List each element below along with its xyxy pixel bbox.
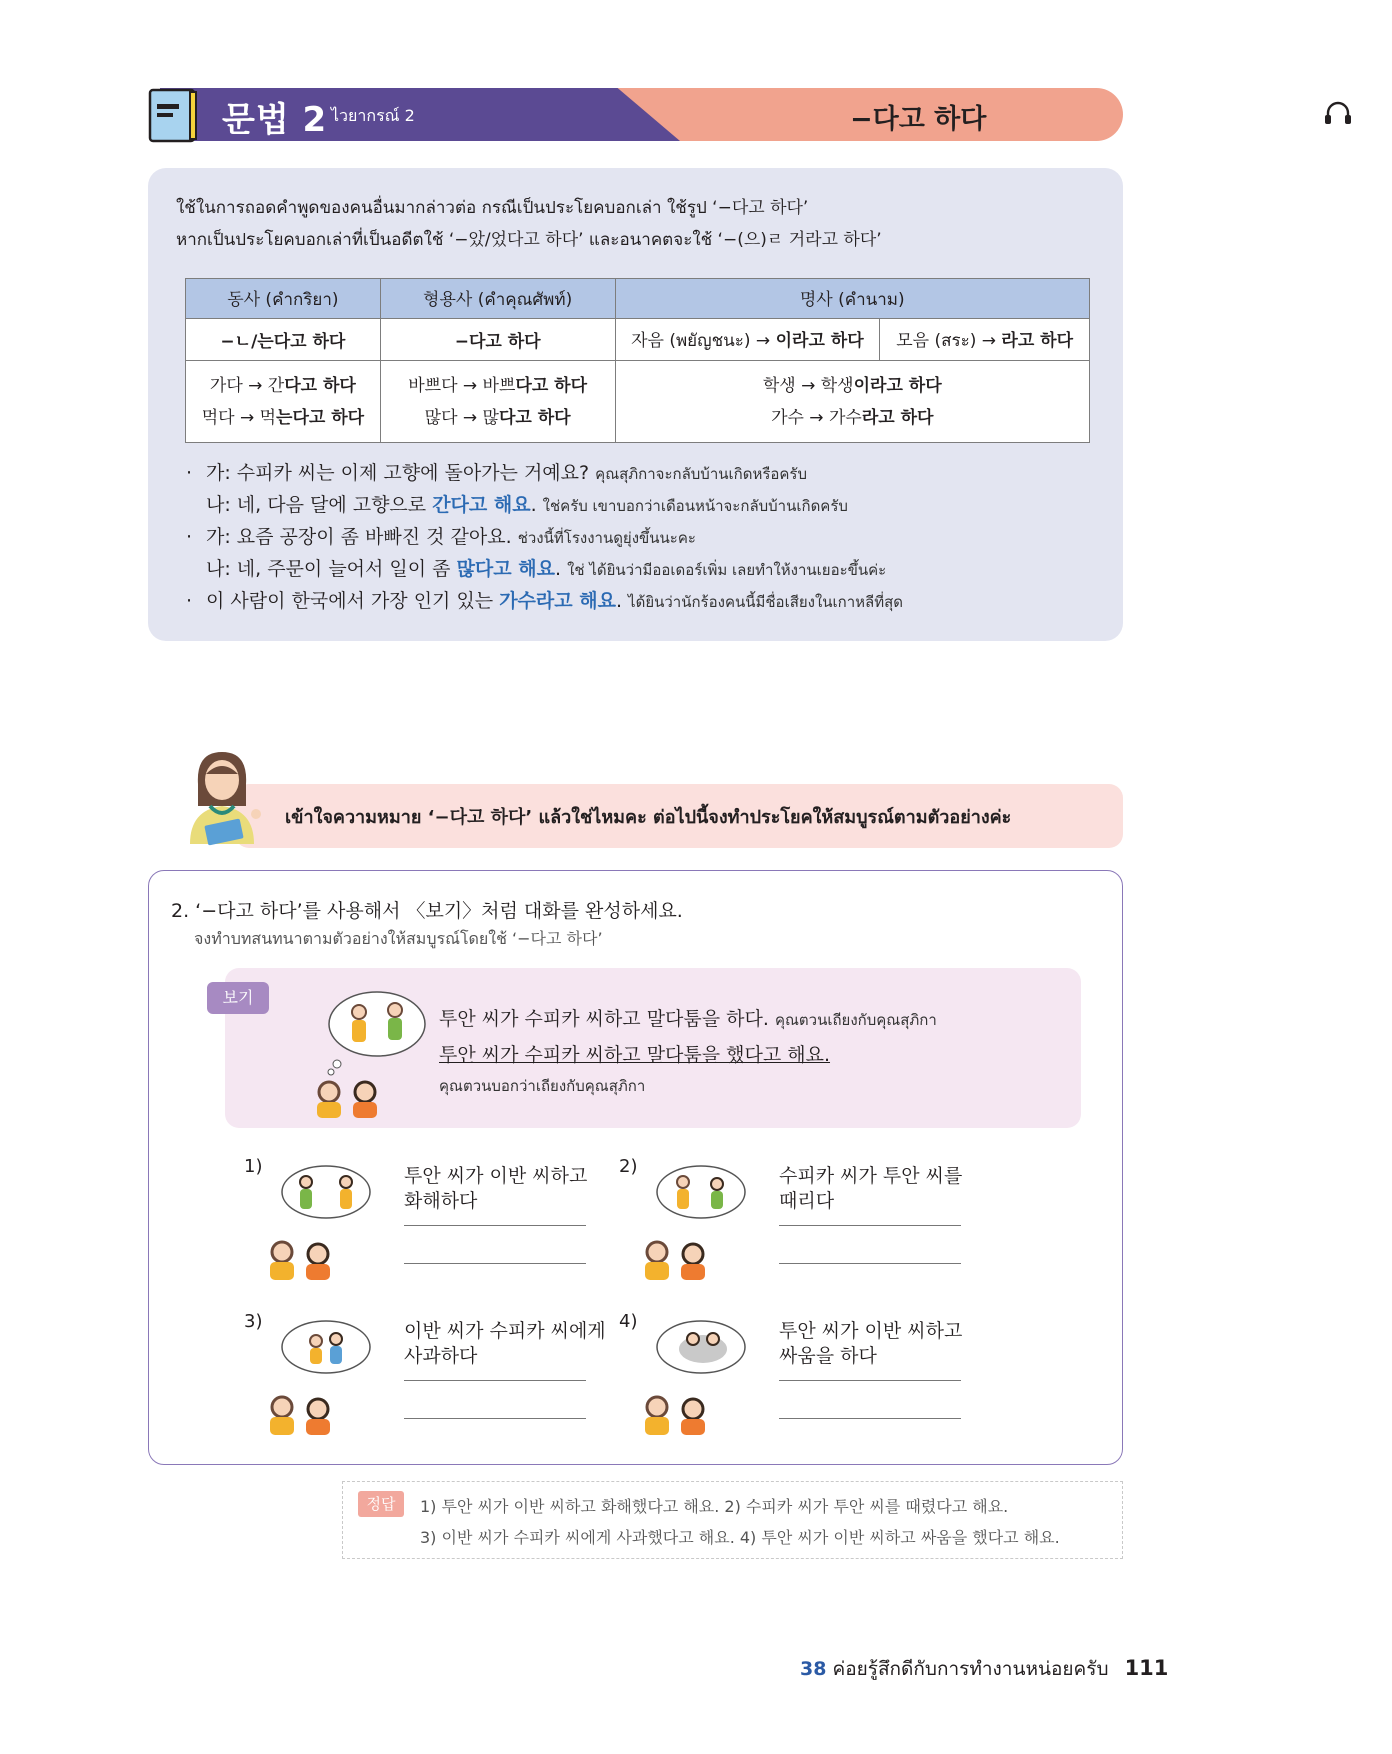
- answer-line[interactable]: [404, 1263, 586, 1264]
- example-dialogue-list: [186, 458, 903, 618]
- grammar-header: [148, 88, 1392, 141]
- grammar-explanation-panel: [148, 168, 1123, 641]
- answer-line[interactable]: [779, 1418, 961, 1419]
- answer-line-text: 1) 투안 씨가 이반 씨하고 화해했다고 해요. 2) 수피카 씨가 투안 씨를 때렸다고 해요.: [420, 1497, 1009, 1516]
- answer-key: [342, 1481, 1123, 1559]
- page-footer: [800, 1654, 1168, 1684]
- hitting-illustration: [637, 1162, 747, 1282]
- grammar-description: [176, 192, 882, 256]
- example-translation: คุณตวนบอกว่าเถียงกับคุณสุภิกา: [439, 1077, 646, 1095]
- page-number: 111: [1124, 1656, 1169, 1680]
- noun-consonant-ending: 자음 (พยัญชนะ) → 이라고 하다: [615, 319, 880, 361]
- table-header-noun: 명사 (คำนาม): [615, 279, 1090, 319]
- instruction-text: เข้าใจความหมาย ‘−다고 하다’ แล้วใช่ไหมคะ ต่อไปนี้จงทำประโยคให้สมบูรณ์ตามตัวอย่างค่ะ: [285, 807, 1012, 828]
- exercise-item: [619, 1311, 999, 1451]
- exercise-title: 2. ‘−다고 하다’를 사용해서 〈보기〉처럼 대화를 완성하세요.: [171, 900, 683, 922]
- table-header-adjective: 형용사 (คำคุณศัพท์): [380, 279, 615, 319]
- grammar-title: −다고 하다: [850, 104, 987, 135]
- audio-track-code: G38-2: [1356, 104, 1392, 140]
- table-header-verb: 동사 (คำกริยา): [186, 279, 381, 319]
- fighting-illustration: [637, 1317, 747, 1437]
- grammar-label-thai: ไวยากรณ์ 2: [331, 106, 415, 125]
- example-box: [222, 968, 1081, 1128]
- conjugation-table: [185, 278, 1090, 443]
- item-prompt: 이반 씨가 수피카 씨에게 사과하다: [404, 1320, 606, 1367]
- dialogue-line: · 이 사람이 한국에서 가장 인기 있는 가수라고 해요. ได้ยินว่านักร้องคนนี้มีชื่อเสียงในเกาหลีที่สุด: [186, 590, 904, 612]
- headphones-icon[interactable]: [1324, 101, 1352, 125]
- answer-line[interactable]: [779, 1225, 961, 1226]
- answer-line-text: 3) 이반 씨가 수피카 씨에게 사과했다고 해요. 4) 투안 씨가 이반 씨하고 싸움을 했다고 해요.: [420, 1528, 1060, 1547]
- arguing-people-illustration: [307, 988, 427, 1118]
- example-tag: 보기: [207, 982, 269, 1014]
- answer-line[interactable]: [404, 1418, 586, 1419]
- exercise-item: [244, 1311, 624, 1451]
- reconcile-illustration: [262, 1162, 372, 1282]
- dialogue-line: · 가: 요즘 공장이 좀 바빠진 것 같아요. ช่วงนี้ที่โรงงานดูยุ่งขึ้นนะคะ: [186, 526, 696, 548]
- adjective-ending: −다고 하다: [380, 319, 615, 361]
- noun-examples: 학생 → 학생이라고 하다 가수 → 가수라고 하다: [615, 361, 1090, 443]
- verb-examples: 가다 → 간다고 하다 먹다 → 먹는다고 하다: [186, 361, 381, 443]
- dialogue-line: 나: 네, 주문이 늘어서 일이 좀 많다고 해요. ใช่ ได้ยินว่ามีออเดอร์เพิ่ม เลยทำให้งานเยอะขึ้นค่ะ: [206, 558, 887, 580]
- adjective-examples: 바쁘다 → 바쁘다고 하다 많다 → 많다고 하다: [380, 361, 615, 443]
- item-prompt: 투안 씨가 이반 씨하고 화해하다: [404, 1165, 588, 1212]
- exercise-box: [148, 870, 1123, 1465]
- instruction-banner: [235, 784, 1123, 848]
- item-number: 2): [619, 1156, 638, 1177]
- teacher-illustration: [176, 744, 276, 844]
- apology-illustration: [262, 1317, 372, 1437]
- lesson-number: 38: [800, 1658, 827, 1680]
- answer-line[interactable]: [404, 1225, 586, 1226]
- grammar-label: 문법 2: [222, 100, 328, 140]
- book-icon: [148, 88, 204, 143]
- answer-line[interactable]: [404, 1380, 586, 1381]
- exercise-item: [244, 1156, 624, 1296]
- item-prompt: 수피카 씨가 투안 씨를 때리다: [779, 1165, 963, 1212]
- description-line: ใช้ในการถอดคำพูดของคนอื่นมากล่าวต่อ กรณีเป็นประโยคบอกเล่า ใช้รูป ‘−다고 하다’: [176, 198, 809, 218]
- example-sentence: 투안 씨가 수피카 씨하고 말다툼을 하다. คุณตวนเถียงกับคุณสุภิกา: [439, 1008, 937, 1030]
- answer-line[interactable]: [779, 1380, 961, 1381]
- exercise-item: [619, 1156, 999, 1296]
- description-line: หากเป็นประโยคบอกเล่าที่เป็นอดีตใช้ ‘−았/었다고 하다’ และอนาคตจะใช้ ‘−(으)ㄹ 거라고 하다’: [176, 230, 882, 250]
- dialogue-line: · 가: 수피카 씨는 이제 고향에 돌아가는 거예요? คุณสุภิกาจะกลับบ้านเกิดหรือครับ: [186, 462, 808, 484]
- example-answer: 투안 씨가 수피카 씨하고 말다툼을 했다고 해요.: [439, 1044, 831, 1066]
- noun-vowel-ending: 모음 (สระ) → 라고 하다: [880, 319, 1090, 361]
- item-prompt: 투안 씨가 이반 씨하고 싸움을 하다: [779, 1320, 963, 1367]
- answer-line[interactable]: [779, 1263, 961, 1264]
- dialogue-line: 나: 네, 다음 달에 고향으로 간다고 해요. ใช่ครับ เขาบอกว่าเดือนหน้าจะกลับบ้านเกิดครับ: [206, 494, 848, 516]
- answer-tag: 정답: [358, 1491, 404, 1517]
- item-number: 1): [244, 1156, 263, 1177]
- exercise-subtitle: จงทำบทสนทนาตามตัวอย่างให้สมบูรณ์โดยใช้ ‘−다고 하다’: [194, 929, 603, 948]
- item-number: 4): [619, 1311, 638, 1332]
- item-number: 3): [244, 1311, 263, 1332]
- lesson-title: ค่อยรู้สึกดีกับการทำงานหน่อยครับ: [832, 1658, 1109, 1680]
- verb-ending: −ㄴ/는다고 하다: [186, 319, 381, 361]
